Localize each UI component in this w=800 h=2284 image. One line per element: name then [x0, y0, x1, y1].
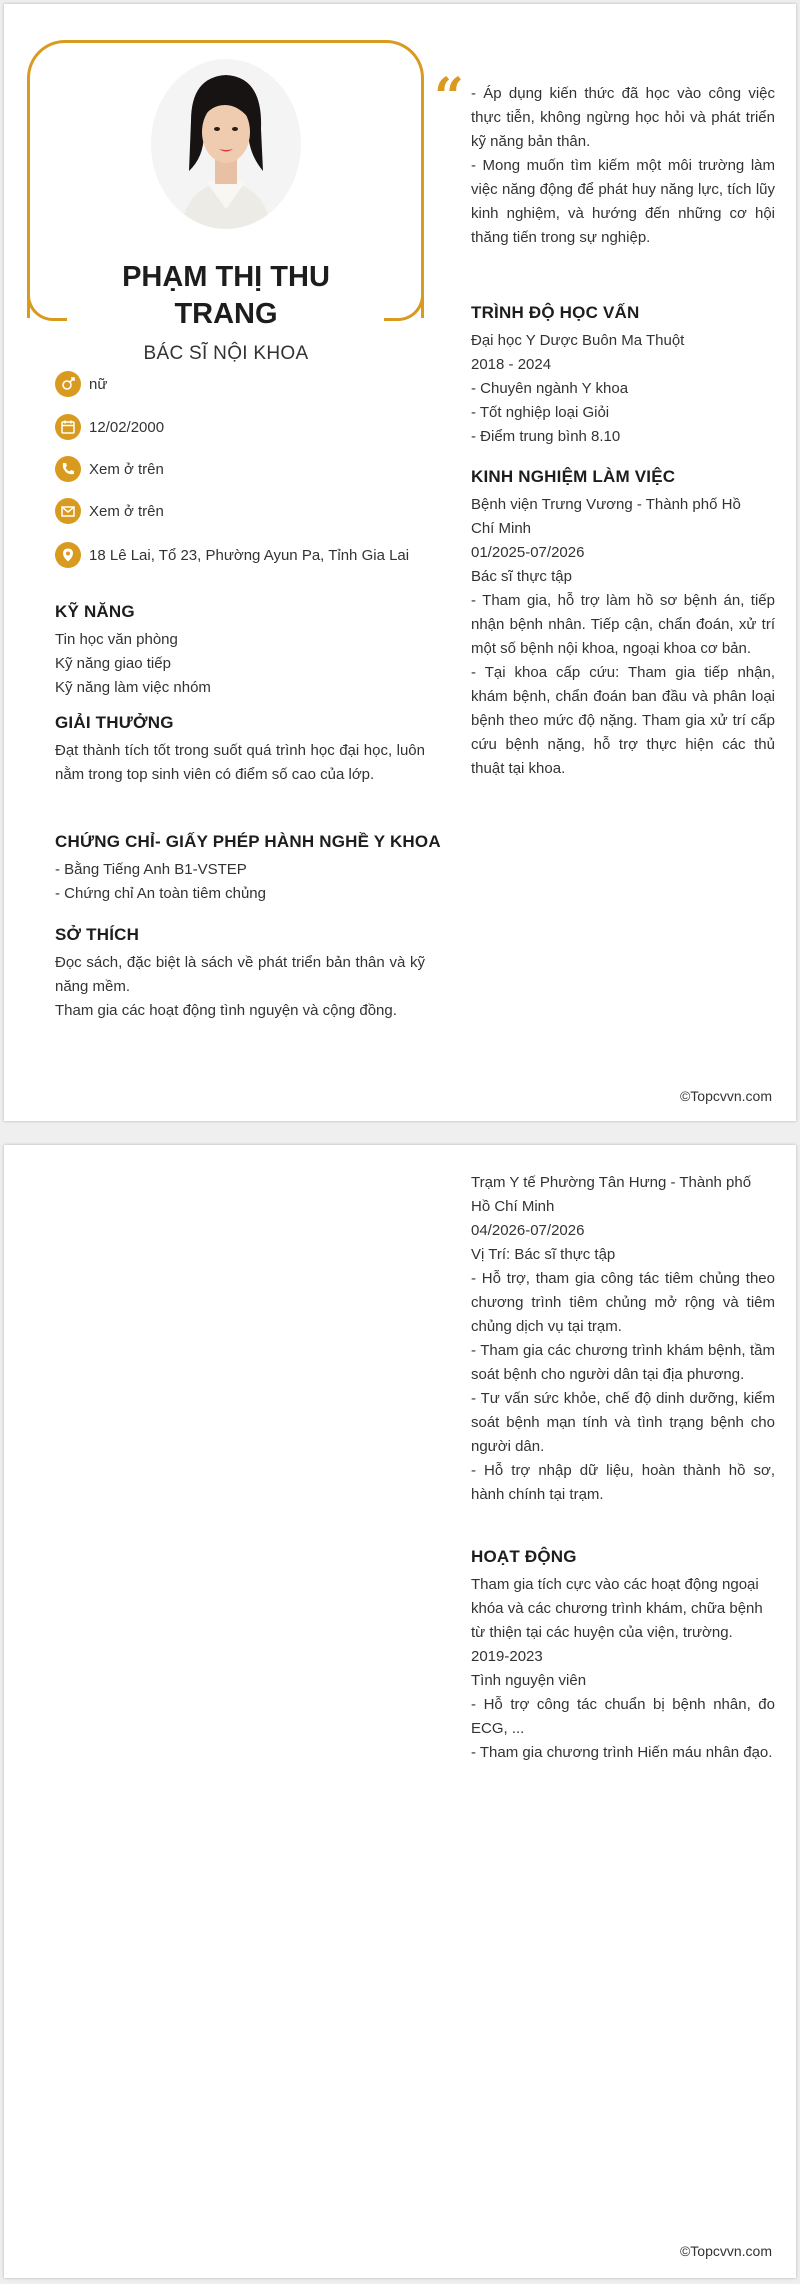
awards-text: Đạt thành tích tốt trong suốt quá trình học đại học, luôn nằm trong top sinh viên có điểm số cao của lớp.	[55, 742, 425, 783]
activities-role: Tình nguyện viên	[471, 1672, 587, 1689]
job-1-company: Bệnh viện Trưng Vương - Thành phố Hồ Chí Minh	[471, 496, 741, 537]
job-2-item: - Tham gia các chương trình khám bệnh, tầm soát bệnh cho người dân tại địa phương.	[471, 1342, 775, 1383]
awards-heading: GIẢI THƯỞNG	[55, 713, 174, 732]
objective-text	[471, 82, 775, 250]
job-1-period: 01/2025-07/2026	[471, 544, 585, 561]
info-email	[55, 497, 164, 525]
info-email-text: Xem ở trên	[89, 502, 164, 520]
info-address	[55, 541, 409, 569]
job-1-item: - Tham gia, hỗ trợ làm hồ sơ bệnh án, tiếp nhận bệnh nhân. Tiếp cận, chẩn đoán, xử trí một số bệnh nội khoa, ngoại khoa cơ bản.	[471, 592, 775, 657]
info-gender-text: nữ	[89, 375, 108, 393]
skill-item: Kỹ năng làm việc nhóm	[55, 679, 211, 696]
experience-heading: KINH NGHIỆM LÀM VIỆC	[471, 467, 676, 486]
activities-item: - Hỗ trợ công tác chuẩn bị bệnh nhân, đo ECG, ...	[471, 1696, 775, 1737]
phone-icon	[55, 456, 81, 482]
education-period: 2018 - 2024	[471, 356, 552, 373]
activities-heading: HOẠT ĐỘNG	[471, 1547, 577, 1566]
certificates-list	[55, 858, 425, 906]
education-school: Đại học Y Dược Buôn Ma Thuột	[471, 332, 685, 349]
education-heading: TRÌNH ĐỘ HỌC VẤN	[471, 303, 640, 322]
job-1	[471, 493, 775, 781]
hobby-item: Tham gia các hoạt động tình nguyện và cộng đồng.	[55, 1002, 397, 1019]
hobby-item: Đọc sách, đặc biệt là sách về phát triển bản thân và kỹ năng mềm.	[55, 954, 425, 995]
cv-page-1	[4, 4, 796, 1121]
job-1-role: Bác sĩ thực tập	[471, 568, 572, 585]
skills-heading: KỸ NĂNG	[55, 602, 135, 621]
footer-watermark: ©Topcvvn.com	[679, 1088, 772, 1104]
info-address-text: 18 Lê Lai, Tổ 23, Phường Ayun Pa, Tỉnh Gia Lai	[89, 546, 410, 564]
cv-page-2	[4, 1145, 796, 2278]
education-item: - Tốt nghiệp loại Giỏi	[471, 404, 610, 421]
certificate-item: - Chứng chỉ An toàn tiêm chủng	[55, 885, 266, 902]
gender-icon	[55, 371, 81, 397]
activities-text: Tham gia tích cực vào các hoạt động ngoại khóa và các chương trình khám, chữa bệnh từ thiện tại các huyện của viện, trường.	[471, 1576, 763, 1641]
objective-item: - Mong muốn tìm kiếm một môi trường làm việc năng động để phát huy năng lực, tích lũy kinh nghiệm, và hướng đến những cơ hội thăng tiến trong sự nghiệp.	[471, 157, 775, 246]
job-2	[471, 1171, 775, 1507]
job-2-item: - Tư vấn sức khỏe, chế độ dinh dưỡng, kiểm soát bệnh mạn tính và tình trạng bệnh cho người dân.	[471, 1390, 775, 1455]
skills-list	[55, 628, 425, 700]
activities-body	[471, 1573, 775, 1765]
hobbies-heading: SỞ THÍCH	[55, 925, 140, 944]
info-phone-text: Xem ở trên	[89, 460, 164, 478]
location-icon	[55, 542, 81, 568]
name-line-1: PHẠM THỊ THU	[122, 261, 330, 293]
certificates-heading: CHỨNG CHỈ- GIẤY PHÉP HÀNH NGHỀ Y KHOA	[55, 832, 441, 851]
education-item: - Điểm trung bình 8.10	[471, 428, 621, 445]
job-2-role: Vị Trí: Bác sĩ thực tập	[471, 1246, 616, 1263]
info-gender	[55, 370, 107, 398]
skill-item: Tin học văn phòng	[55, 631, 178, 648]
candidate-name	[64, 259, 388, 333]
job-2-item: - Hỗ trợ, tham gia công tác tiêm chủng theo chương trình tiêm chủng mở rộng và tiêm chủng dịch vụ tại trạm.	[471, 1270, 775, 1335]
job-2-period: 04/2026-07/2026	[471, 1222, 585, 1239]
job-1-item: - Tại khoa cấp cứu: Tham gia tiếp nhận, khám bệnh, chẩn đoán ban đầu và phân loại bệnh theo mức độ nặng. Tham gia xử trí cấp cứu bệnh nặng, hỗ trợ thực hiện các thủ thuật tại khoa.	[471, 664, 775, 777]
job-2-item: - Hỗ trợ nhập dữ liệu, hoàn thành hồ sơ, hành chính tại trạm.	[471, 1462, 775, 1503]
job-2-company: Trạm Y tế Phường Tân Hưng - Thành phố Hồ Chí Minh	[471, 1174, 752, 1215]
calendar-icon	[55, 414, 81, 440]
skill-item: Kỹ năng giao tiếp	[55, 655, 171, 672]
avatar	[151, 59, 301, 229]
certificate-item: - Bằng Tiếng Anh B1-VSTEP	[55, 861, 247, 878]
footer-watermark: ©Topcvvn.com	[679, 2243, 772, 2259]
quote-icon: “	[434, 67, 464, 128]
education-body	[471, 329, 775, 449]
objective-item: - Áp dụng kiến thức đã học vào công việc thực tiễn, không ngừng học hỏi và phát triển kỹ năng bản thân.	[471, 85, 775, 150]
info-phone	[55, 455, 164, 483]
activities-period: 2019-2023	[471, 1648, 543, 1665]
name-line-2: TRANG	[174, 298, 278, 330]
education-item: - Chuyên ngành Y khoa	[471, 380, 629, 397]
activities-item: - Tham gia chương trình Hiến máu nhân đạo.	[471, 1744, 773, 1761]
info-birthday-text: 12/02/2000	[89, 418, 165, 436]
job-title: BÁC SĨ NỘI KHOA	[143, 343, 309, 364]
hobbies-list	[55, 951, 425, 1023]
email-icon	[55, 498, 81, 524]
info-birthday	[55, 413, 164, 441]
